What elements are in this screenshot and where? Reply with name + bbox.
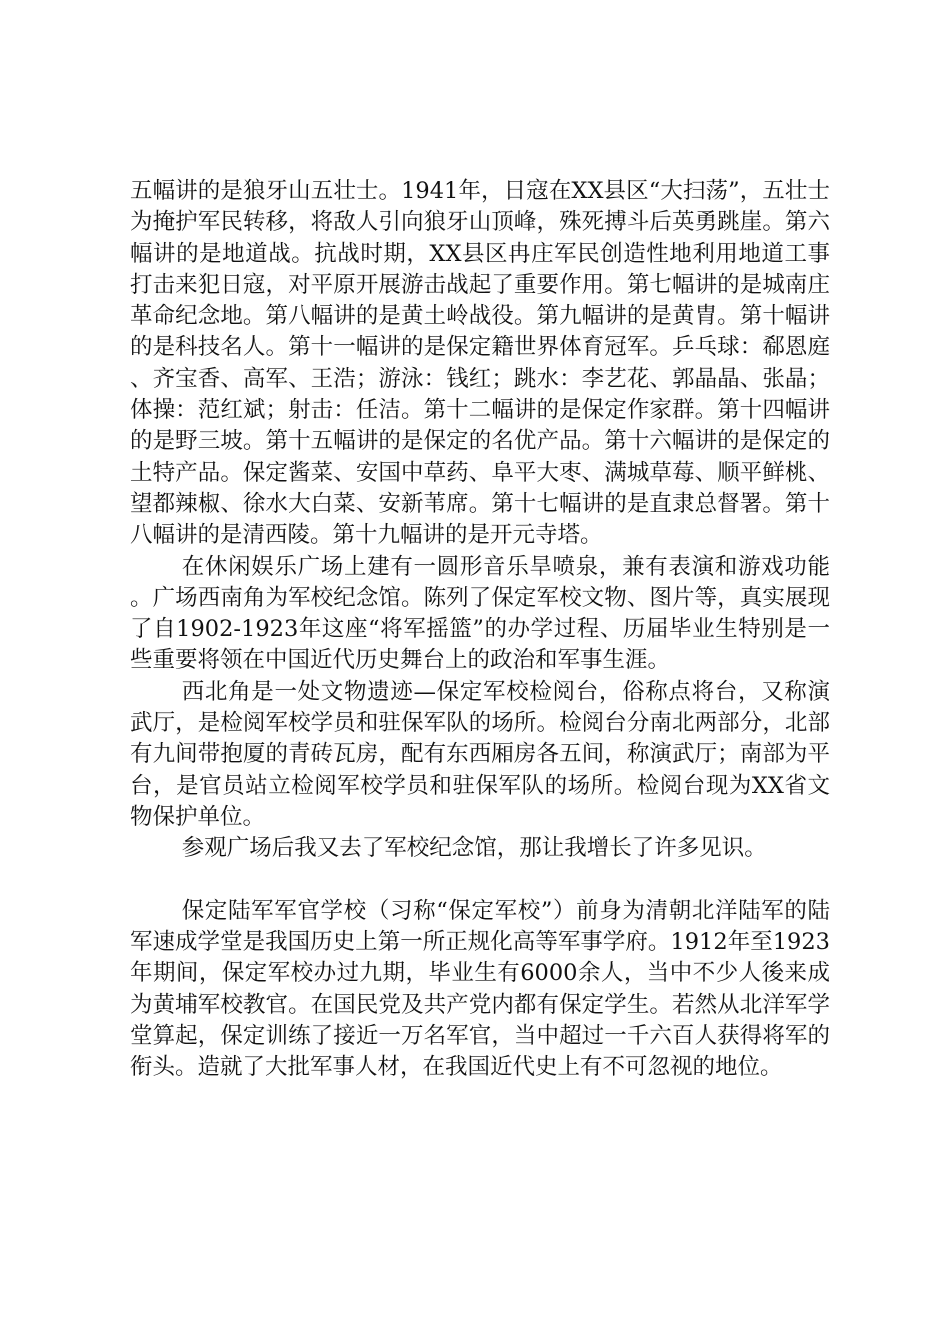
paragraph-3: 西北角是一处文物遗迹—保定军校检阅台，俗称点将台，又称演武厅，是检阅军校学员和驻保军队的场所。检阅台分南北两部分，北部有九间带抱厦的青砖瓦房，配有东西厢房各五间，称演武厅；南部为平台，是官员站立检阅军校学员和驻保军队的场所。检阅台现为XX省文物保护单位。 — [130, 678, 830, 830]
document-body — [130, 176, 830, 1084]
paragraph-spacer — [130, 865, 830, 896]
paragraph-4: 参观广场后我又去了军校纪念馆，那让我增长了许多见识。 — [181, 835, 767, 862]
paragraph-1: 五幅讲的是狼牙山五壮士。1941年，日寇在XX县区“大扫荡”，五壮士为掩护军民转移，将敌人引向狼牙山顶峰，殊死搏斗后英勇跳崖。第六幅讲的是地道战。抗战时期，XX县区冉庄军民创造性地利用地道工事打击来犯日寇，对平原开展游击战起了重要作用。第七幅讲的是城南庄革命纪念地。第八幅讲的是黄土岭战役。第九幅讲的是黄胄。第十幅讲的是科技名人。第十一幅讲的是保定籍世界体育冠军。乒乓球：郗恩庭、齐宝香、高军、王浩；游泳：钱红；跳水：李艺花、郭晶晶、张晶；体操：范红斌；射击：任洁。第十二幅讲的是保定作家群。第十四幅讲的是野三坡。第十五幅讲的是保定的名优产品。第十六幅讲的是保定的土特产品。保定酱菜、安国中草药、阜平大枣、满城草莓、顺平鲜桃、望都辣椒、徐水大白菜、安新苇席。第十七幅讲的是直隶总督署。第十八幅讲的是清西陵。第十九幅讲的是开元寺塔。 — [130, 178, 830, 549]
paragraph-2: 在休闲娱乐广场上建有一圆形音乐旱喷泉，兼有表演和游戏功能。广场西南角为军校纪念馆。陈列了保定军校文物、图片等，真实展现了自1902-1923年这座“将军摇篮”的办学过程、历届毕业生特别是一些重要将领在中国近代历史舞台上的政治和军事生涯。 — [130, 553, 830, 674]
paragraph-5: 保定陆军军官学校（习称“保定军校”）前身为清朝北洋陆军的陆军速成学堂是我国历史上第一所正规化高等军事学府。1912年至1923年期间，保定军校办过九期，毕业生有6000余人，当中不少人後来成为黄埔军校教官。在国民党及共产党内都有保定学生。若然从北洋军学堂算起，保定训练了接近一万名军官，当中超过一千六百人获得将军的衔头。造就了大批军事人材，在我国近代史上有不可忽视的地位。 — [130, 897, 830, 1081]
